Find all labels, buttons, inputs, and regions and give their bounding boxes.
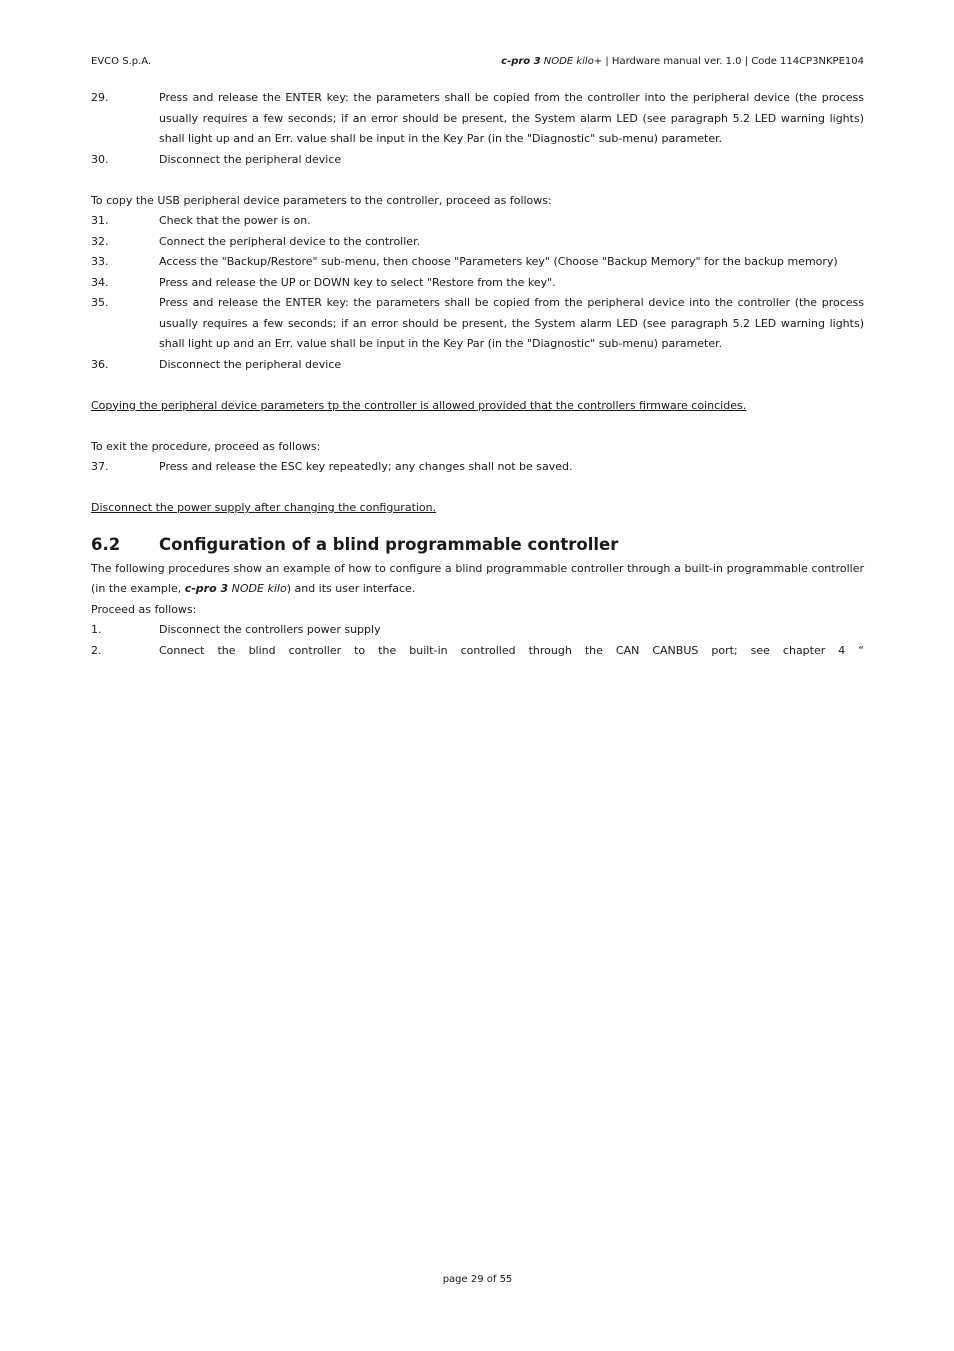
header-company: EVCO S.p.A.: [91, 56, 152, 67]
step-text: Connect the peripheral device to the controller.: [159, 234, 421, 248]
step-number: 33.: [91, 255, 109, 268]
step-text: Connect the blind controller to the built-in controlled through the CAN CANBUS port; see chapter 4 “: [159, 643, 864, 657]
power-note: Disconnect the power supply after changing the configuration.: [91, 501, 437, 514]
step-text: Check that the power is on.: [159, 214, 311, 227]
step-number: 2.: [91, 643, 102, 657]
list-item: [91, 293, 864, 355]
step-text: Disconnect the controllers power supply: [159, 623, 381, 636]
intro-product-italic: NODE kilo: [231, 582, 287, 595]
section-intro: [91, 559, 864, 600]
step-text: Press and release the ENTER key: the parameters shall be copied from the peripheral device into the controller (the process usually requires a few seconds; if an error should be present, the System alarm LED (see paragraph 5.2 LED warning lights) shall light up and an Err. value shall be input in the Key Par (in the "Diagnostic" sub-menu) parameter.: [159, 296, 864, 350]
proceed-text: Proceed as follows:: [91, 602, 197, 616]
step-number: 37.: [91, 460, 109, 473]
intro-exit: To exit the procedure, proceed as follows:: [91, 439, 321, 453]
header-doc-info: [501, 56, 864, 67]
page-body: [91, 88, 864, 661]
header-product-italic: NODE kilo+: [543, 56, 603, 67]
header-product-bold: c-pro 3: [501, 56, 541, 67]
step-text: Disconnect the peripheral device: [159, 357, 342, 371]
list-item: [91, 150, 864, 171]
firmware-note: Copying the peripheral device parameters tp the controller is allowed provided that the controllers firmware coincides.: [91, 398, 747, 412]
header-rest: | Hardware manual ver. 1.0 | Code 114CP3NKPE104: [602, 56, 864, 67]
step-text: Press and release the ENTER key: the parameters shall be copied from the controller into the peripheral device (the process usually requires a few seconds; if an error should be present, the System alarm LED (see paragraph 5.2 LED warning lights) shall light up and an Err. value shall be input in the Key Par (in the "Diagnostic" sub-menu) parameter.: [159, 91, 864, 145]
list-item: [91, 252, 864, 273]
step-text: Access the "Backup/Restore" sub-menu, then choose "Parameters key" (Choose "Backup Memory" for the backup memory): [159, 255, 838, 268]
list-item: [91, 232, 864, 253]
step-number: 32.: [91, 234, 109, 248]
intro-copy-to-controller: To copy the USB peripheral device parameters to the controller, proceed as follows:: [91, 193, 552, 207]
intro-text: The following procedures show an example of how to configure a blind programmable controller through a built-in programmable controller (in the example,: [91, 561, 864, 595]
list-item: [91, 273, 864, 294]
intro-product-bold: c-pro 3: [184, 582, 229, 595]
step-number: 34.: [91, 275, 109, 289]
list-item: [91, 457, 864, 478]
intro-text-end: ) and its user interface.: [286, 582, 416, 595]
page-header: [91, 56, 864, 67]
step-text: Disconnect the peripheral device: [159, 152, 342, 166]
step-number: 31.: [91, 214, 109, 227]
section-heading: [91, 533, 864, 557]
step-text: Press and release the UP or DOWN key to select "Restore from the key".: [159, 275, 556, 289]
step-number: 35.: [91, 296, 109, 309]
list-item: [91, 88, 864, 150]
step-number: 30.: [91, 152, 109, 166]
step-text: Press and release the ESC key repeatedly; any changes shall not be saved.: [159, 460, 573, 473]
list-item: [91, 355, 864, 376]
section-number: 6.2: [91, 534, 121, 554]
step-number: 29.: [91, 91, 109, 104]
step-number: 1.: [91, 623, 102, 636]
page-footer: page 29 of 55: [442, 1274, 513, 1285]
list-item: [91, 211, 864, 232]
list-item: [91, 620, 864, 641]
step-number: 36.: [91, 357, 109, 371]
list-item: [91, 641, 864, 662]
section-title: Configuration of a blind programmable controller: [159, 534, 619, 554]
document-page: [91, 0, 864, 1351]
